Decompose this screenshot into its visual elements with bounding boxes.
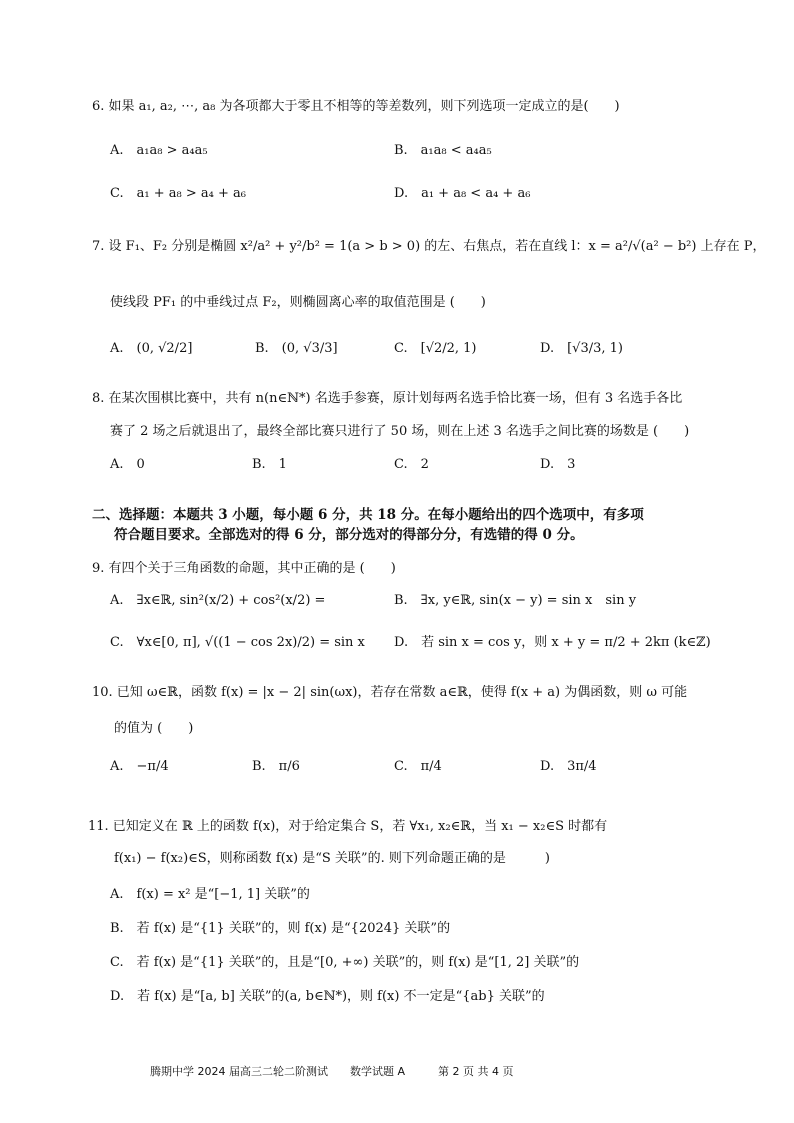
q11-stem-line1: 11. 已知定义在 ℝ 上的函数 f(x)，对于给定集合 S，若 ∀x₁, x₂∈ℝ，当 x₁ − x₂∈S 时都有 (88, 819, 608, 834)
q11-stem-line2: f(x₁) − f(x₂)∈S，则称函数 f(x) 是“S 关联”的. 则下列命题正确的是 ) (114, 851, 550, 866)
q9-option-d: D. 若 sin x = cos y，则 x + y = π/2 + 2kπ (k∈ℤ) (394, 635, 711, 650)
q10-option-c: C. π/4 (394, 759, 442, 774)
q9-stem: 9. 有四个关于三角函数的命题，其中正确的是 ( ) (92, 561, 396, 576)
q10-option-a: A. −π/4 (110, 759, 169, 774)
q8-option-b: B. 1 (252, 457, 287, 472)
q6-option-a: A. a₁a₈ > a₄a₅ (110, 143, 208, 158)
q11-option-c: C. 若 f(x) 是“{1} 关联”的，且是“[0, +∞) 关联”的，则 f(x) 是“[1, 2] 关联”的 (110, 955, 580, 970)
q6-stem: 6. 如果 a₁, a₂, ⋯, a₈ 为各项都大于零且不相等的等差数列，则下列选项一定成立的是( ) (92, 99, 620, 114)
q8-option-a: A. 0 (110, 457, 145, 472)
q11-option-b: B. 若 f(x) 是“{1} 关联”的，则 f(x) 是“{2024} 关联”的 (110, 921, 451, 936)
page-footer: 腾期中学 2024 届高三二轮二阶测试 数学试题 A 第 2 页 共 4 页 (150, 1065, 514, 1078)
q7-stem-line1: 7. 设 F₁、F₂ 分别是椭圆 x²/a² + y²/b² = 1(a > b > 0) 的左、右焦点，若在直线 l：x = a²/√(a² − b²) 上存在 P， (92, 239, 766, 254)
section-2-instructions: 符合题目要求。全部选对的得 6 分，部分选对的得部分分，有选错的得 0 分。 (114, 527, 584, 543)
q10-stem-line2: 的值为 ( ) (114, 721, 194, 736)
q6-option-c: C. a₁ + a₈ > a₄ + a₆ (110, 186, 246, 201)
q11-option-d: D. 若 f(x) 是“[a, b] 关联”的(a, b∈ℕ*)，则 f(x) 不一定是“{ab} 关联”的 (110, 989, 545, 1004)
section-2-heading: 二、选择题：本题共 3 小题，每小题 6 分，共 18 分。在每小题给出的四个选项中，有多项 (92, 507, 644, 523)
q7-option-a: A. (0, √2/2] (110, 341, 193, 356)
q6-option-b: B. a₁a₈ < a₄a₅ (394, 143, 492, 158)
q10-option-d: D. 3π/4 (540, 759, 597, 774)
q11-option-a: A. f(x) = x² 是“[−1, 1] 关联”的 (110, 887, 310, 902)
q10-option-b: B. π/6 (252, 759, 300, 774)
q7-stem-line2: 使线段 PF₁ 的中垂线过点 F₂，则椭圆离心率的取值范围是 ( ) (110, 295, 486, 310)
q8-stem-line1: 8. 在某次围棋比赛中，共有 n(n∈ℕ*) 名选手参赛，原计划每两名选手恰比赛一场，但有 3 名选手各比 (92, 391, 683, 406)
q7-option-d: D. [√3/3, 1) (540, 341, 623, 356)
q9-option-c: C. ∀x∈[0, π], √((1 − cos 2x)/2) = sin x (110, 635, 365, 650)
q8-stem-line2: 赛了 2 场之后就退出了，最终全部比赛只进行了 50 场，则在上述 3 名选手之间比赛的场数是 ( ) (110, 424, 690, 439)
q9-option-a: A. ∃x∈ℝ, sin²(x/2) + cos²(x/2) = (110, 593, 326, 608)
q6-option-d: D. a₁ + a₈ < a₄ + a₆ (394, 186, 531, 201)
q7-option-b: B. (0, √3/3] (255, 341, 338, 356)
q9-option-b: B. ∃x, y∈ℝ, sin(x − y) = sin x sin y (394, 593, 637, 608)
q8-option-c: C. 2 (394, 457, 429, 472)
q7-option-c: C. [√2/2, 1) (394, 341, 477, 356)
q10-stem-line1: 10. 已知 ω∈ℝ，函数 f(x) = |x − 2| sin(ωx)，若存在常数 a∈ℝ，使得 f(x + a) 为偶函数，则 ω 可能 (92, 685, 688, 700)
q8-option-d: D. 3 (540, 457, 576, 472)
